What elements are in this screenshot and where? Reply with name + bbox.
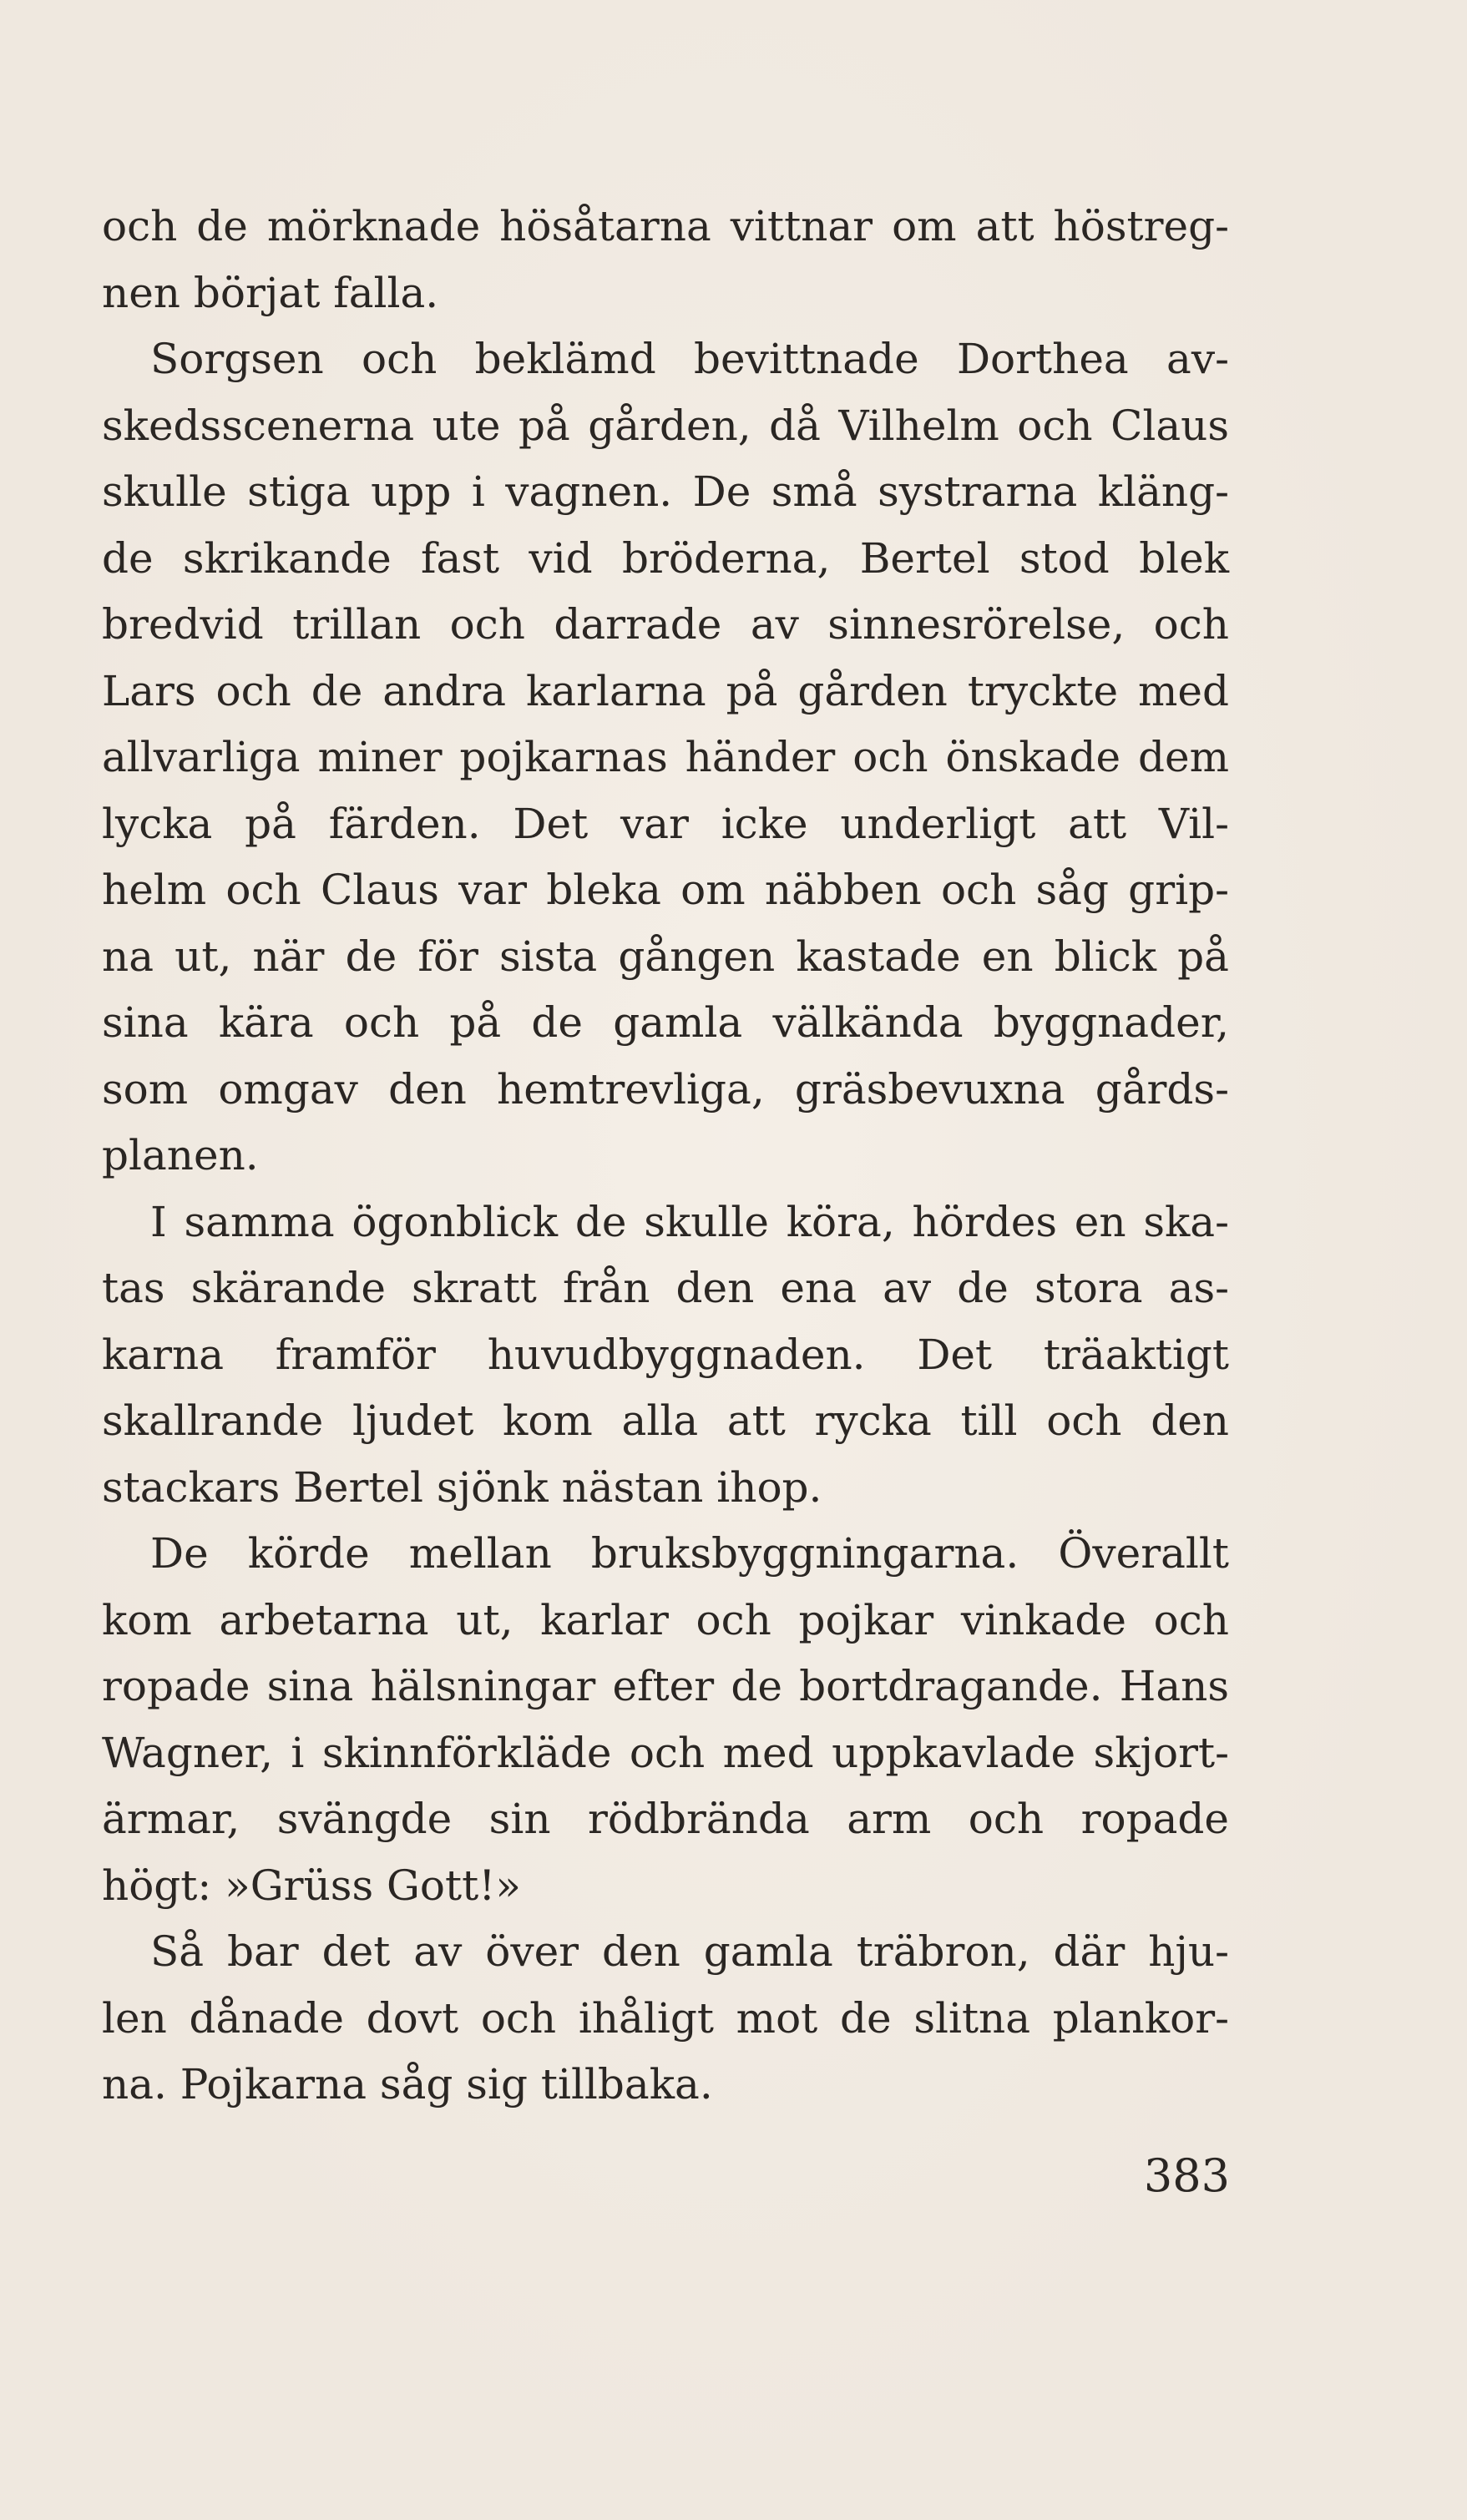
body-text <box>102 194 1229 2119</box>
text-line: kom arbetarna ut, karlar och pojkar vinkade och <box>102 1595 1229 1644</box>
paragraph <box>102 1189 1229 1522</box>
text-line: nen börjat falla. <box>102 268 439 317</box>
text-line: skallrande ljudet kom alla att rycka till och den <box>102 1396 1229 1445</box>
text-line: ropade sina hälsningar efter de bortdragande. Hans <box>102 1662 1229 1710</box>
paragraph <box>102 326 1229 1189</box>
text-line: karna framför huvudbyggnaden. Det träaktigt <box>102 1330 1229 1379</box>
text-line: I samma ögonblick de skulle köra, hördes en ska- <box>150 1197 1229 1246</box>
text-line: högt: »Grüss Gott!» <box>102 1861 521 1910</box>
text-line: ärmar, svängde sin rödbrända arm och ropade <box>102 1795 1229 1843</box>
text-line: Wagner, i skinnförkläde och med uppkavlade skjort- <box>102 1728 1229 1777</box>
paragraph <box>102 1521 1229 1919</box>
text-line: planen. <box>102 1131 259 1179</box>
text-line: de skrikande fast vid bröderna, Bertel stod blek <box>102 533 1229 583</box>
text-line: Så bar det av över den gamla träbron, där hju- <box>150 1927 1229 1976</box>
text-line: lycka på färden. Det var icke underligt att Vil- <box>102 799 1229 848</box>
text-line: skedsscenerna ute på gården, då Vilhelm och Claus <box>102 401 1229 450</box>
text-line: som omgav den hemtrevliga, gräsbevuxna gårds- <box>102 1064 1229 1114</box>
text-line: na. Pojkarna såg sig tillbaka. <box>102 2060 713 2108</box>
text-line: tas skärande skratt från den ena av de stora as- <box>102 1264 1229 1312</box>
text-line: Sorgsen och beklämd bevittnade Dorthea av- <box>150 335 1229 383</box>
text-line: stackars Bertel sjönk nästan ihop. <box>102 1462 822 1512</box>
text-line: allvarliga miner pojkarnas händer och önskade dem <box>102 733 1229 781</box>
text-line: Lars och de andra karlarna på gården tryckte med <box>102 666 1229 715</box>
text-line: skulle stiga upp i vagnen. De små systrarna kläng- <box>102 467 1229 516</box>
paragraph <box>102 1919 1229 2119</box>
text-line: helm och Claus var bleka om näbben och såg grip- <box>102 866 1229 914</box>
text-line: na ut, när de för sista gången kastade en blick på <box>102 932 1229 981</box>
text-line: De körde mellan bruksbyggningarna. Överallt <box>150 1529 1229 1578</box>
text-line: len dånade dovt och ihåligt mot de slitna plankor- <box>102 1993 1229 2043</box>
page-number: 383 <box>1143 2149 1230 2202</box>
text-line: bredvid trillan och darrade av sinnesrörelse, och <box>102 600 1229 649</box>
text-line: sina kära och på de gamla välkända byggnader, <box>102 998 1229 1047</box>
paragraph <box>102 194 1229 326</box>
text-line: och de mörknade hösåtarna vittnar om att höstreg- <box>102 202 1229 250</box>
